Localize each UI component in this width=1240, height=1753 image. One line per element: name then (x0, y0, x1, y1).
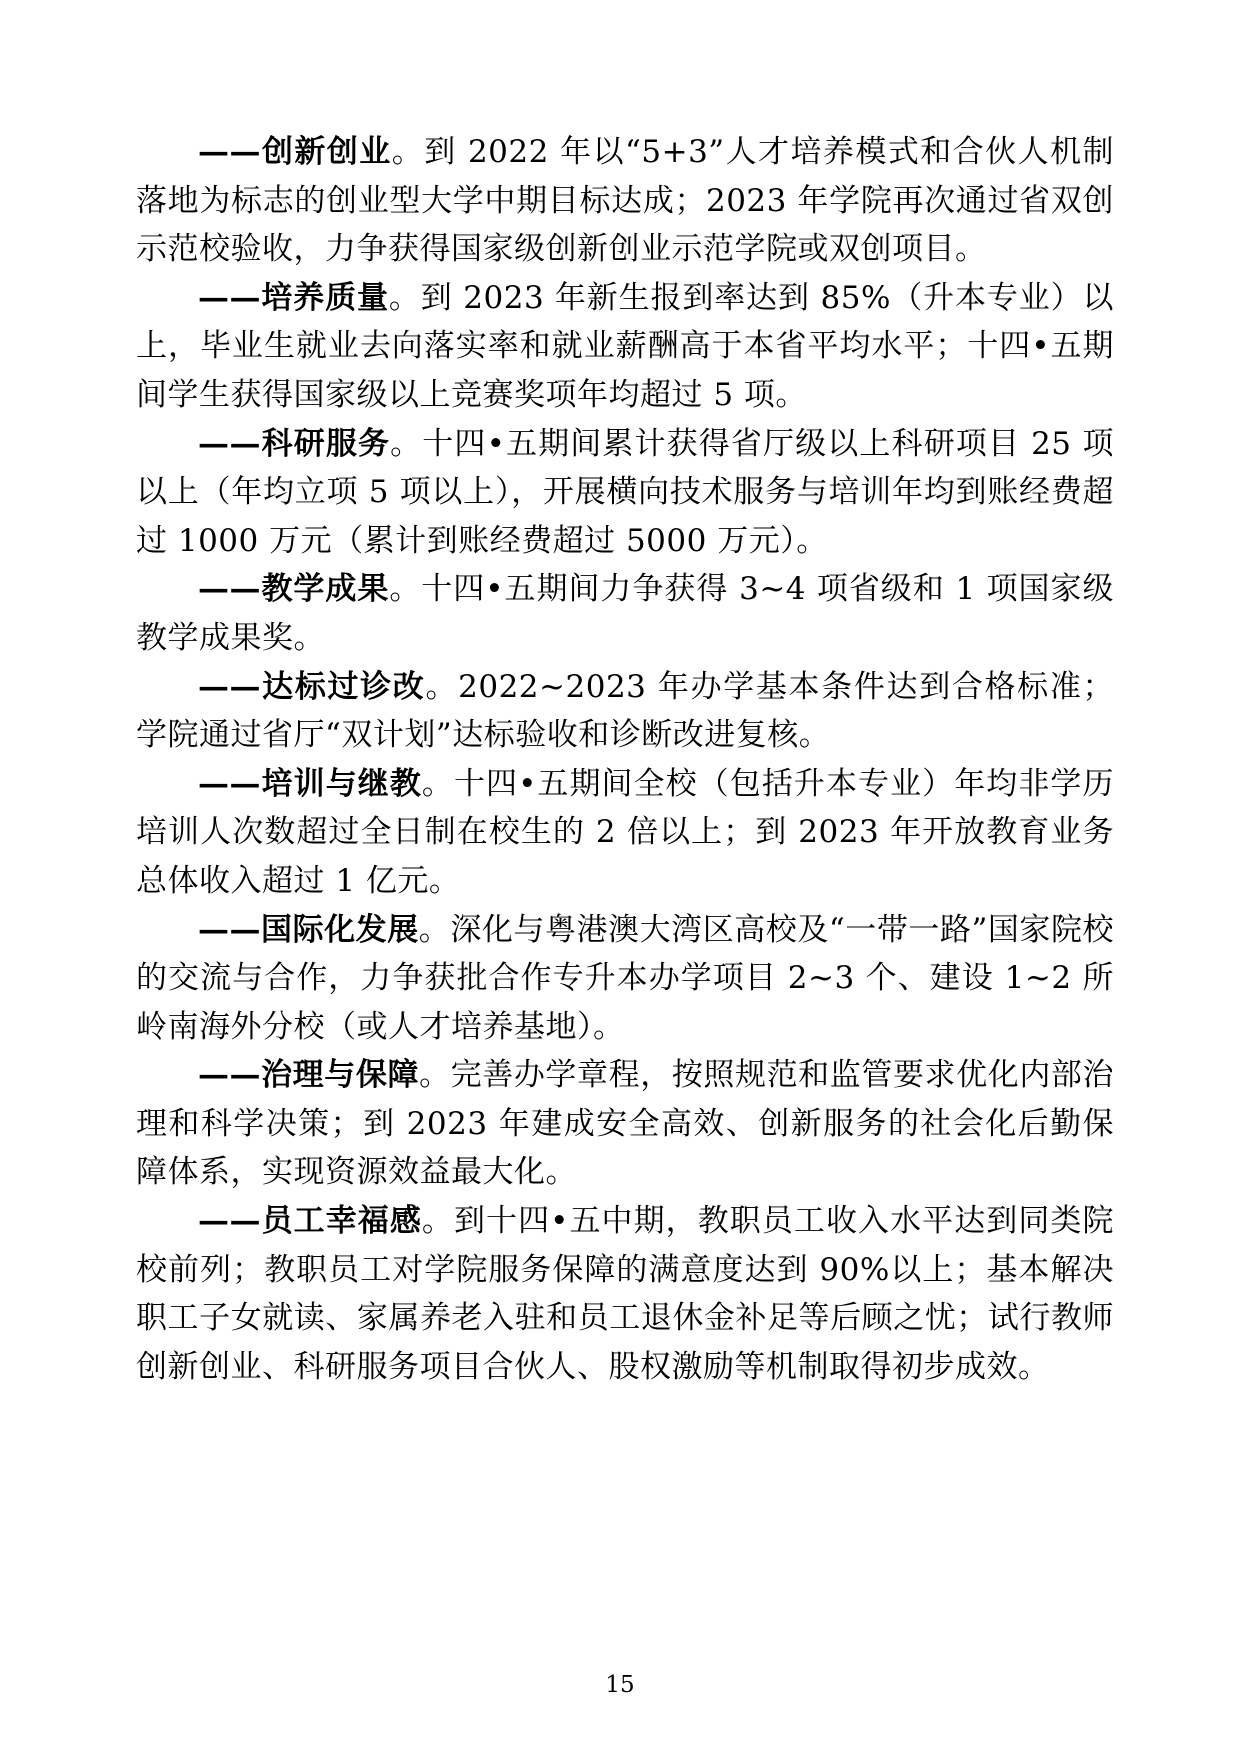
paragraph-standards-review (136, 663, 1114, 760)
paragraph-text: 。十四•五期间力争获得 3~4 项省级和 1 项国家级教学成果奖。 (136, 571, 1114, 656)
paragraph-internationalization (136, 906, 1114, 1052)
paragraph-text: 。十四•五期间全校（包括升本专业）年均非学历培训人次数超过全日制在校生的 2 倍以上；到 2023 年开放教育业务总体收入超过 1 亿元。 (136, 765, 1114, 899)
paragraph-text: 。完善办学章程，按照规范和监管要求优化内部治理和科学决策；到 2023 年建成安全高效、创新服务的社会化后勤保障体系，实现资源效益最大化。 (136, 1057, 1115, 1191)
paragraph-training-quality (136, 274, 1114, 420)
paragraph-text: 。到十四•五中期，教职员工收入水平达到同类院校前列；教职员工对学院服务保障的满意度达到 90%以上；基本解决职工子女就读、家属养老入驻和员工退休金补足等后顾之忧；试行教师创新创业、科研服务项目合伙人、股权激励等机制取得初步成效。 (136, 1203, 1114, 1385)
paragraph-text: 。到 2022 年以“5+3”人才培养模式和合伙人机制落地为标志的创业型大学中期目标达成；2023 年学院再次通过省双创示范校验收，力争获得国家级创新创业示范学院或双创项目。 (136, 134, 1115, 268)
paragraph-text: 。2022~2023 年办学基本条件达到合格标准；学院通过省厅“双计划”达标验收和诊断改进复核。 (136, 668, 1114, 754)
paragraph-heading: ——达标过诊改 (198, 668, 426, 705)
paragraph-text: 。深化与粤港澳大湾区高校及“一带一路”国家院校的交流与合作，力争获批合作专升本办学项目 2~3 个、建设 1~2 所岭南海外分校（或人才培养基地）。 (136, 911, 1114, 1045)
document-body (136, 128, 1114, 1391)
paragraph-innovation (136, 128, 1114, 274)
paragraph-text: 。十四•五期间累计获得省厅级以上科研项目 25 项以上（年均立项 5 项以上），开展横向技术服务与培训年均到账经费超过 1000 万元（累计到账经费超过 5000 万元）。 (136, 425, 1115, 559)
paragraph-heading: ——培训与继教 (198, 765, 422, 802)
paragraph-research-service (136, 420, 1114, 566)
paragraph-heading: ——国际化发展 (198, 911, 419, 948)
paragraph-text: 。到 2023 年新生报到率达到 85%（升本专业）以上，毕业生就业去向落实率和就业薪酬高于本省平均水平；十四•五期间学生获得国家级以上竞赛奖项年均超过 5 项。 (136, 279, 1114, 413)
paragraph-continuing-education (136, 760, 1114, 906)
paragraph-heading: ——培养质量 (198, 279, 389, 316)
paragraph-heading: ——治理与保障 (198, 1057, 420, 1094)
page-number: 15 (605, 1672, 635, 1698)
paragraph-governance-support (136, 1051, 1114, 1197)
paragraph-teaching-achievements (136, 565, 1114, 662)
paragraph-heading: ——员工幸福感 (198, 1203, 422, 1240)
paragraph-heading: ——创新创业 (198, 134, 392, 170)
paragraph-employee-happiness (136, 1197, 1114, 1391)
paragraph-heading: ——科研服务 (198, 425, 391, 462)
paragraph-heading: ——教学成果 (198, 571, 390, 608)
